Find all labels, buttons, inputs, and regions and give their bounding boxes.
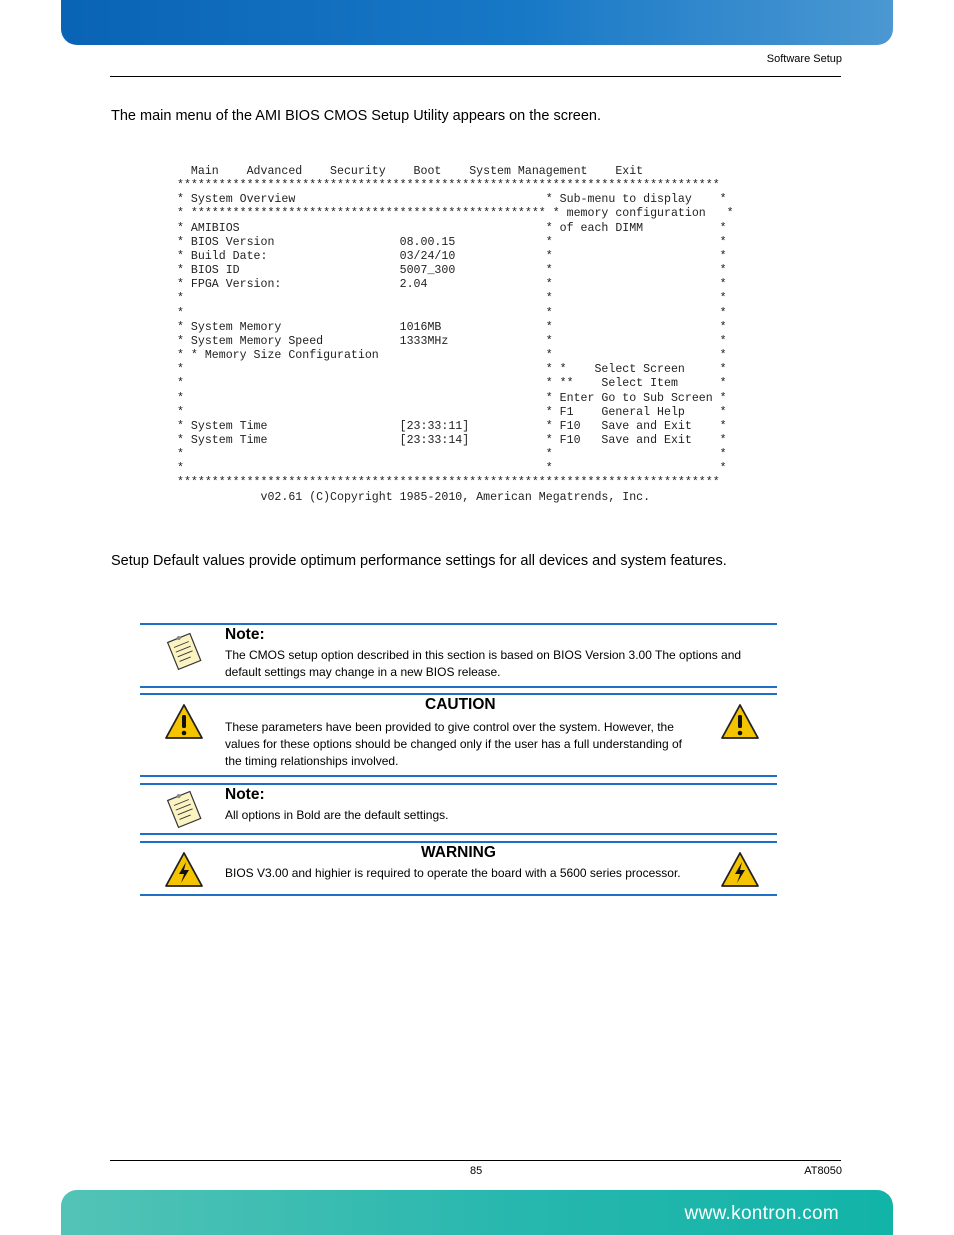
intro-paragraph: The main menu of the AMI BIOS CMOS Setup Utility appears on the screen. — [111, 108, 602, 124]
footer-banner — [61, 1190, 893, 1235]
website-link[interactable]: www.kontron.com — [684, 1203, 839, 1224]
note-text: All options in Bold are the default settings. — [225, 808, 449, 822]
header-banner — [61, 0, 893, 45]
high-voltage-icon — [164, 851, 204, 889]
bios-line: v02.61 (C)Copyright 1985-2010, American Megatrends, Inc. — [177, 490, 651, 504]
defaults-paragraph: Setup Default values provide optimum performance settings for all devices and system features. — [111, 553, 727, 569]
bios-line: * * * — [177, 292, 727, 306]
bios-line: * System Time [23:33:14] * F10 Save and Exit * — [177, 433, 727, 447]
bios-line: * BIOS Version 08.00.15 * * — [177, 235, 727, 249]
bios-line: * * * — [177, 448, 727, 462]
note-text: The CMOS setup option described in this section is based on BIOS Version 3.00 The options and default settings may change in a new BIOS release. — [225, 648, 742, 679]
bios-screen — [177, 165, 734, 505]
caution-box — [140, 693, 777, 777]
note-pad-icon — [162, 787, 206, 831]
warning-text: BIOS V3.00 and highier is required to operate the board with a 5600 series processor. — [225, 866, 681, 880]
product-name: AT8050 — [804, 1165, 842, 1177]
bios-line: * System Memory 1016MB * * — [177, 320, 727, 334]
bios-line: * BIOS ID 5007_300 * * — [177, 264, 727, 278]
note-box — [140, 623, 777, 688]
high-voltage-icon-right — [720, 851, 760, 889]
bios-line: * *************************************************** * memory configuration * — [177, 207, 734, 221]
caution-icon-right — [720, 703, 760, 741]
section-label: Software Setup — [766, 53, 842, 65]
bios-line: * System Time [23:33:11] * F10 Save and Exit * — [177, 419, 727, 433]
bios-line: * * Memory Size Configuration * * — [177, 349, 727, 363]
bios-line: ****************************************************************************** — [177, 476, 720, 490]
note-box-defaults — [140, 783, 777, 835]
bios-line: * * * — [177, 306, 727, 320]
caution-title: CAUTION — [425, 696, 496, 713]
bios-line: * * * — [177, 462, 727, 476]
bios-line: ****************************************************************************** — [177, 179, 720, 193]
bios-line: * FPGA Version: 2.04 * * — [177, 278, 727, 292]
bios-line: * * F1 General Help * — [177, 405, 727, 419]
caution-icon — [164, 703, 204, 741]
footer-rule — [110, 1160, 841, 1161]
caution-text: These parameters have been provided to give control over the system. However, the values for these options should be changed only if the user has a full understanding of the timing relationships involved. — [225, 720, 682, 768]
note-title: Note: — [225, 786, 265, 803]
bios-line: * * ** Select Item * — [177, 377, 727, 391]
bios-line: * Build Date: 03/24/10 * * — [177, 249, 727, 263]
note-pad-icon — [162, 629, 206, 673]
bios-line: * * * Select Screen * — [177, 363, 727, 377]
warning-box — [140, 841, 777, 896]
note-title: Note: — [225, 626, 265, 643]
page-number: 85 — [470, 1165, 483, 1177]
bios-line: * System Overview * Sub-menu to display * — [177, 193, 727, 207]
warning-title: WARNING — [421, 844, 496, 861]
bios-line: Main Advanced Security Boot System Management Exit — [177, 165, 644, 178]
header-rule — [110, 76, 841, 77]
bios-line: * AMIBIOS * of each DIMM * — [177, 221, 727, 235]
bios-line: * System Memory Speed 1333MHz * * — [177, 334, 727, 348]
bios-line: * * Enter Go to Sub Screen * — [177, 391, 727, 405]
